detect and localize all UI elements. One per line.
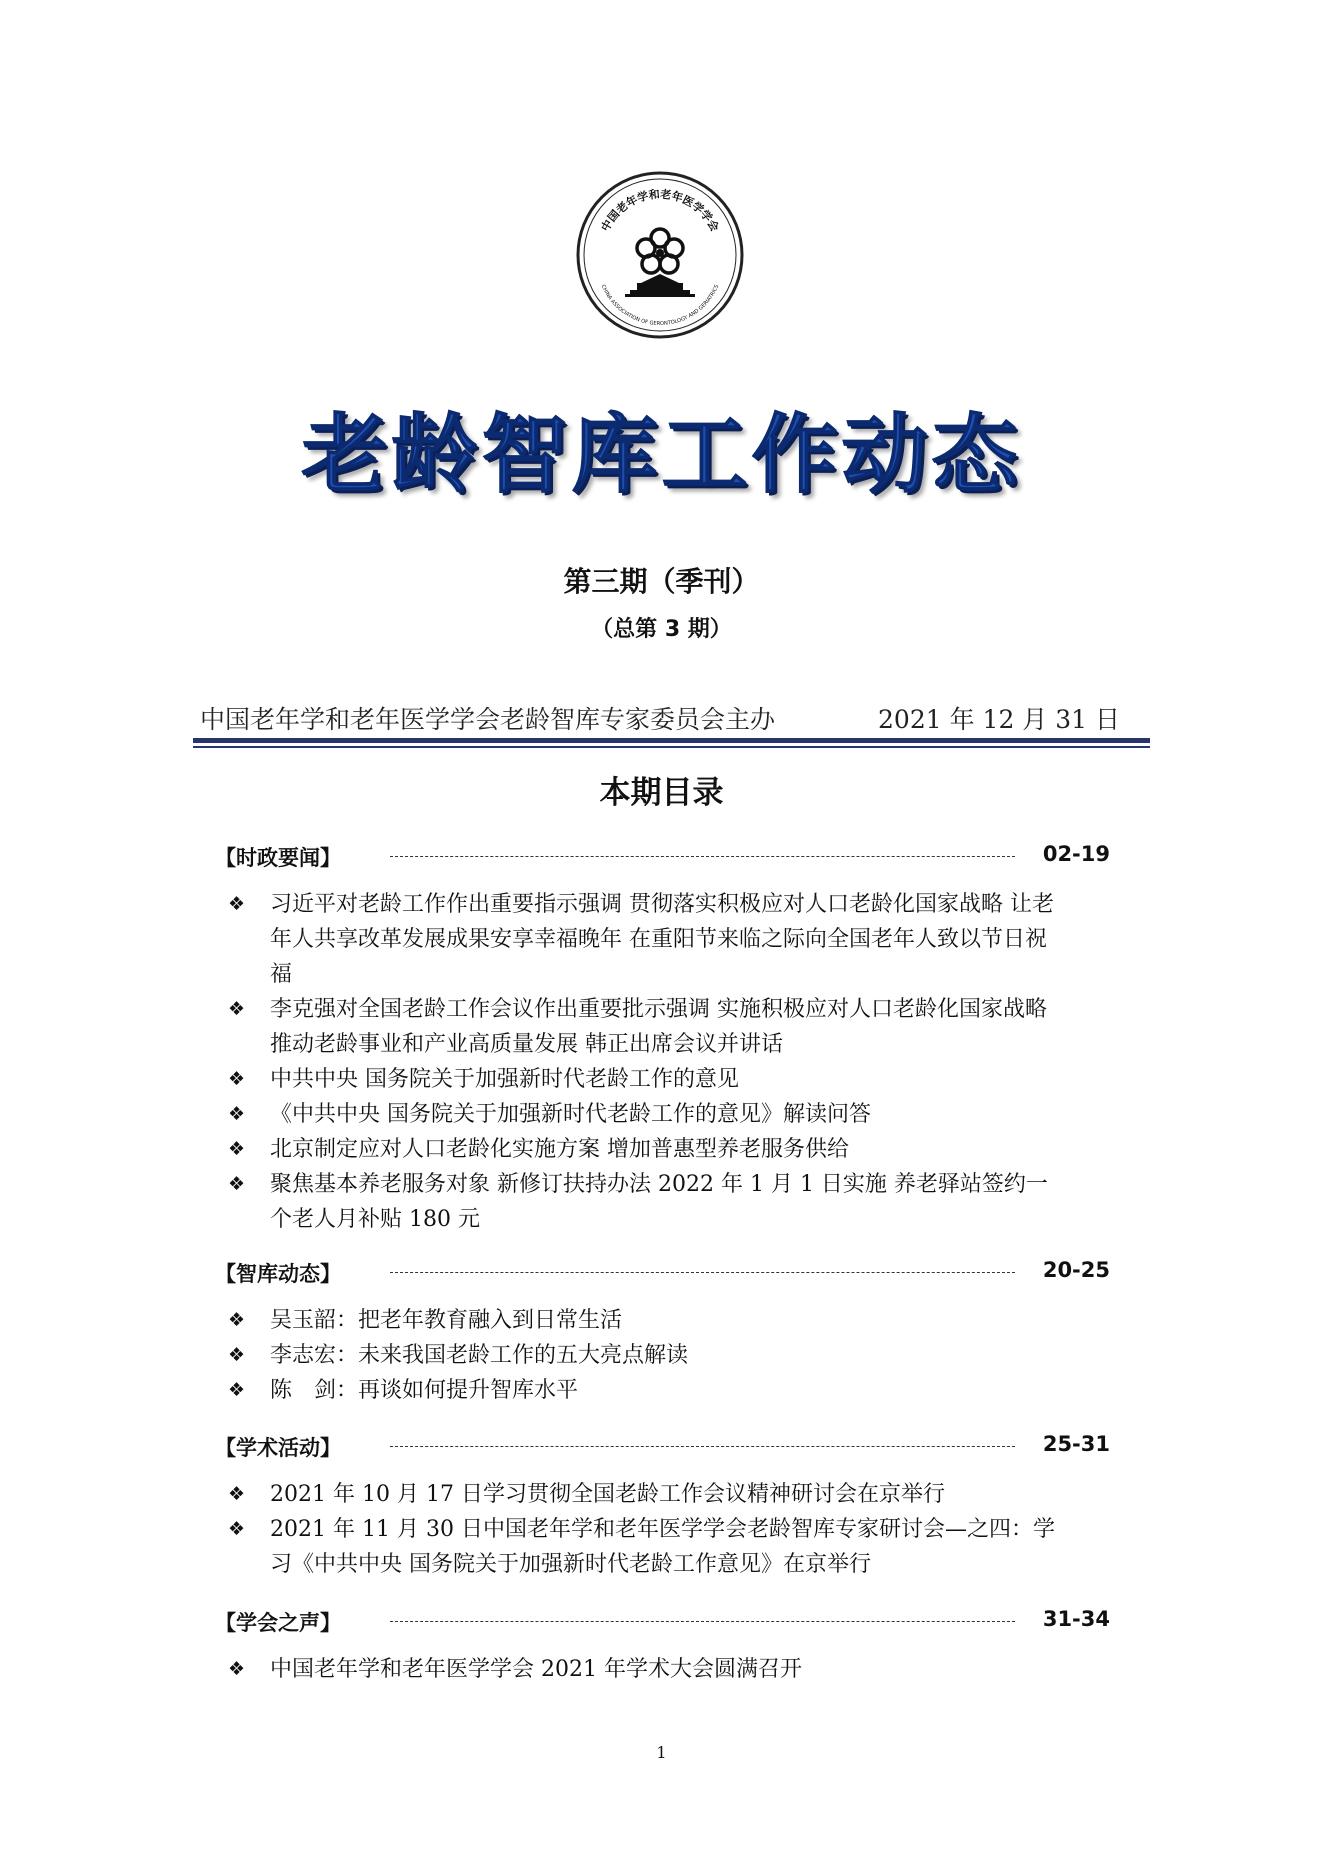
toc-item-text: 2021 年 10 月 17 日学习贯彻全国老龄工作会议精神研讨会在京举行	[270, 1482, 945, 1507]
toc-item-text: 陈 剑：再谈如何提升智库水平	[270, 1378, 579, 1403]
toc-item-text: 北京制定应对人口老龄化实施方案 增加普惠型养老服务供给	[270, 1137, 849, 1162]
toc-item	[228, 1303, 1068, 1338]
toc-item	[228, 1167, 1068, 1237]
dot-leader	[390, 1272, 1015, 1273]
toc-item	[228, 1097, 1068, 1132]
toc-section-header	[215, 842, 1110, 874]
toc-item-text: 中国老年学和老年医学学会 2021 年学术大会圆满召开	[270, 1657, 802, 1682]
bullet-icon: ❖	[228, 1344, 246, 1366]
toc-item	[228, 1512, 1068, 1582]
dot-leader	[390, 1621, 1015, 1622]
bullet-icon: ❖	[228, 998, 246, 1020]
toc-item-text: 习近平对老龄工作作出重要指示强调 贯彻落实积极应对人口老龄化国家战略 让老年人共享改革发展成果安享幸福晚年 在重阳节来临之际向全国老年人致以节日祝福	[270, 892, 1054, 987]
logo-org-en: CHINA ASSOCIATION OF GERONTOLOGY AND GERIATRICS	[599, 283, 721, 328]
toc-section-header	[215, 1607, 1110, 1639]
publication-date: 2021 年 12 月 31 日	[878, 705, 1120, 734]
bullet-icon: ❖	[228, 1518, 246, 1540]
bullet-icon: ❖	[228, 1483, 246, 1505]
issue-label: 第三期（季刊）	[563, 565, 760, 598]
toc-item-text: 聚焦基本养老服务对象 新修订扶持办法 2022 年 1 月 1 日实施 养老驿站签约一个老人月补贴 180 元	[270, 1172, 1048, 1232]
dot-leader	[390, 1446, 1015, 1447]
section-label: 【智库动态】	[215, 1262, 341, 1286]
publisher: 中国老年学和老年医学学会老龄智库专家委员会主办	[200, 705, 776, 734]
logo-org-cn: 中国老年学和老年医学学会	[598, 187, 722, 234]
toc-item-text: 李克强对全国老龄工作会议作出重要批示强调 实施积极应对人口老龄化国家战略推动老龄事业和产业高质量发展 韩正出席会议并讲话	[270, 997, 1047, 1057]
toc-item-text: 吴玉韶：把老年教育融入到日常生活	[270, 1308, 623, 1333]
toc-item-text: 2021 年 11 月 30 日中国老年学和老年医学学会老龄智库专家研讨会—之四：学习《中共中央 国务院关于加强新时代老龄工作意见》在京举行	[270, 1517, 1055, 1577]
association-logo-seal	[575, 170, 745, 340]
bullet-icon: ❖	[228, 1379, 246, 1401]
divider-thick	[193, 738, 1150, 743]
bullet-icon: ❖	[228, 1138, 246, 1160]
toc-section-header	[215, 1432, 1110, 1464]
section-label: 【学术活动】	[215, 1436, 341, 1460]
section-pages: 25-31	[1042, 1432, 1110, 1456]
publication-title: 老龄智库工作动态	[301, 405, 1022, 505]
divider-thin	[193, 746, 1150, 748]
section-pages: 31-34	[1042, 1607, 1110, 1631]
bullet-icon: ❖	[228, 1309, 246, 1331]
page-number: 1	[656, 1743, 667, 1762]
dot-leader	[390, 856, 1015, 857]
bullet-icon: ❖	[228, 1068, 246, 1090]
toc-item-text: 《中共中央 国务院关于加强新时代老龄工作的意见》解读问答	[270, 1102, 871, 1127]
bullet-icon: ❖	[228, 1658, 246, 1680]
toc-item-text: 李志宏：未来我国老龄工作的五大亮点解读	[270, 1343, 689, 1368]
toc-item	[228, 1652, 1068, 1687]
toc-section-header	[215, 1258, 1110, 1290]
section-label: 【时政要闻】	[215, 846, 341, 870]
toc-item	[228, 992, 1068, 1062]
toc-item	[228, 887, 1068, 992]
bullet-icon: ❖	[228, 1173, 246, 1195]
bullet-icon: ❖	[228, 1103, 246, 1125]
section-label: 【学会之声】	[215, 1611, 341, 1635]
toc-item	[228, 1477, 1068, 1512]
bullet-icon: ❖	[228, 893, 246, 915]
toc-item	[228, 1373, 1068, 1408]
toc-item	[228, 1132, 1068, 1167]
toc-title: 本期目录	[599, 775, 724, 811]
toc-item	[228, 1062, 1068, 1097]
section-pages: 02-19	[1042, 842, 1110, 866]
section-pages: 20-25	[1042, 1258, 1110, 1282]
issue-total-label: （总第 3 期）	[591, 617, 732, 642]
toc-item-text: 中共中央 国务院关于加强新时代老龄工作的意见	[270, 1067, 739, 1092]
toc-item	[228, 1338, 1068, 1373]
